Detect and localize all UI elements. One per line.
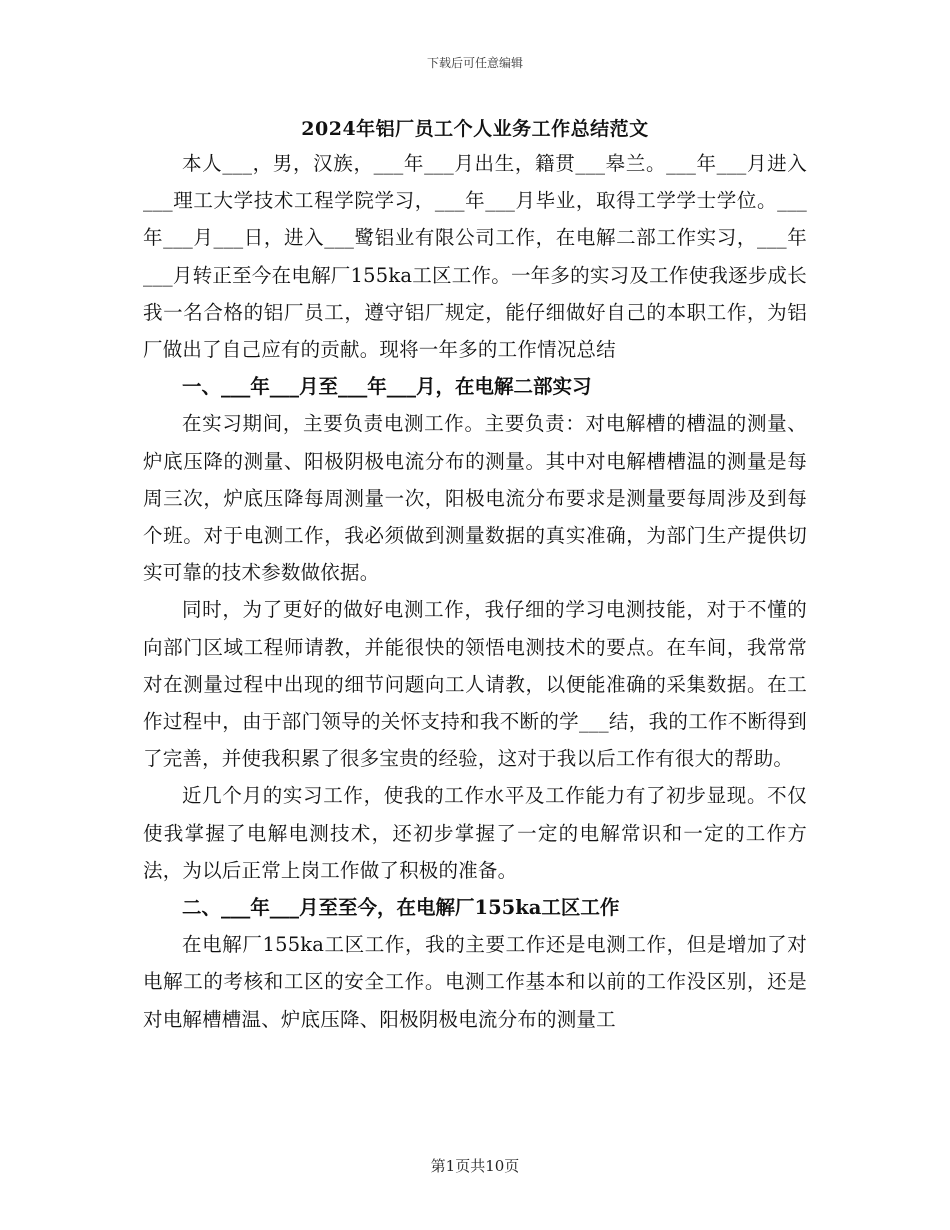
paragraph-intro: 本人___，男，汉族，___年___月出生，籍贯___皋兰。___年___月进入___理工大学技术工程学院学习，___年___月毕业，取得工学学士学位。___年___月___日，进入___鹭铝业有限公司工作，在电解二部工作实习，___年___月转正至今在电解厂155ka工区工作。一年多的实习及工作使我逐步成长我一名合格的铝厂员工，遵守铝厂规定，能仔细做好自己的本职工作，为铝厂做出了自己应有的贡献。现将一年多的工作情况总结 [143, 152, 807, 362]
section-heading-2: 二、___年___月至至今，在电解厂155ka工区工作 [182, 896, 620, 920]
paragraph-internship-summary: 近几个月的实习工作，使我的工作水平及工作能力有了初步显现。不仅使我掌握了电解电测技术，还初步掌握了一定的电解常识和一定的工作方法，为以后正常上岗工作做了积极的准备。 [143, 784, 807, 882]
paragraph-current-work: 在电解厂155ka工区工作，我的主要工作还是电测工作，但是增加了对电解工的考核和工区的安全工作。电测工作基本和以前的工作没区别，还是对电解槽槽温、炉底压降、阳极阴极电流分布的测量工 [143, 933, 807, 1031]
document-title: 2024年铝厂员工个人业务工作总结范文 [301, 118, 649, 140]
paragraph-internship-duties: 在实习期间，主要负责电测工作。主要负责：对电解槽的槽温的测量、炉底压降的测量、阳极阴极电流分布的测量。其中对电解槽槽温的测量是每周三次，炉底压降每周测量一次，阳极电流分布要求是测量要每周涉及到每个班。对于电测工作，我必须做到测量数据的真实准确，为部门生产提供切实可靠的技术参数做依据。 [143, 412, 807, 585]
header-note: 下载后可任意编辑 [426, 56, 523, 70]
section-heading-1: 一、___年___月至___年___月，在电解二部实习 [182, 375, 592, 399]
document-body [143, 113, 807, 1038]
paragraph-internship-learning: 同时，为了更好的做好电测工作，我仔细的学习电测技能，对于不懂的向部门区域工程师请教，并能很快的领悟电测技术的要点。在车间，我常常对在测量过程中出现的细节问题向工人请教，以便能准确的采集数据。在工作过程中，由于部门领导的关怀支持和我不断的学___结，我的工作不断得到了完善，并使我积累了很多宝贵的经验，这对于我以后工作有很大的帮助。 [143, 598, 807, 771]
page-number-footer: 第1页共10页 [430, 1157, 520, 1175]
